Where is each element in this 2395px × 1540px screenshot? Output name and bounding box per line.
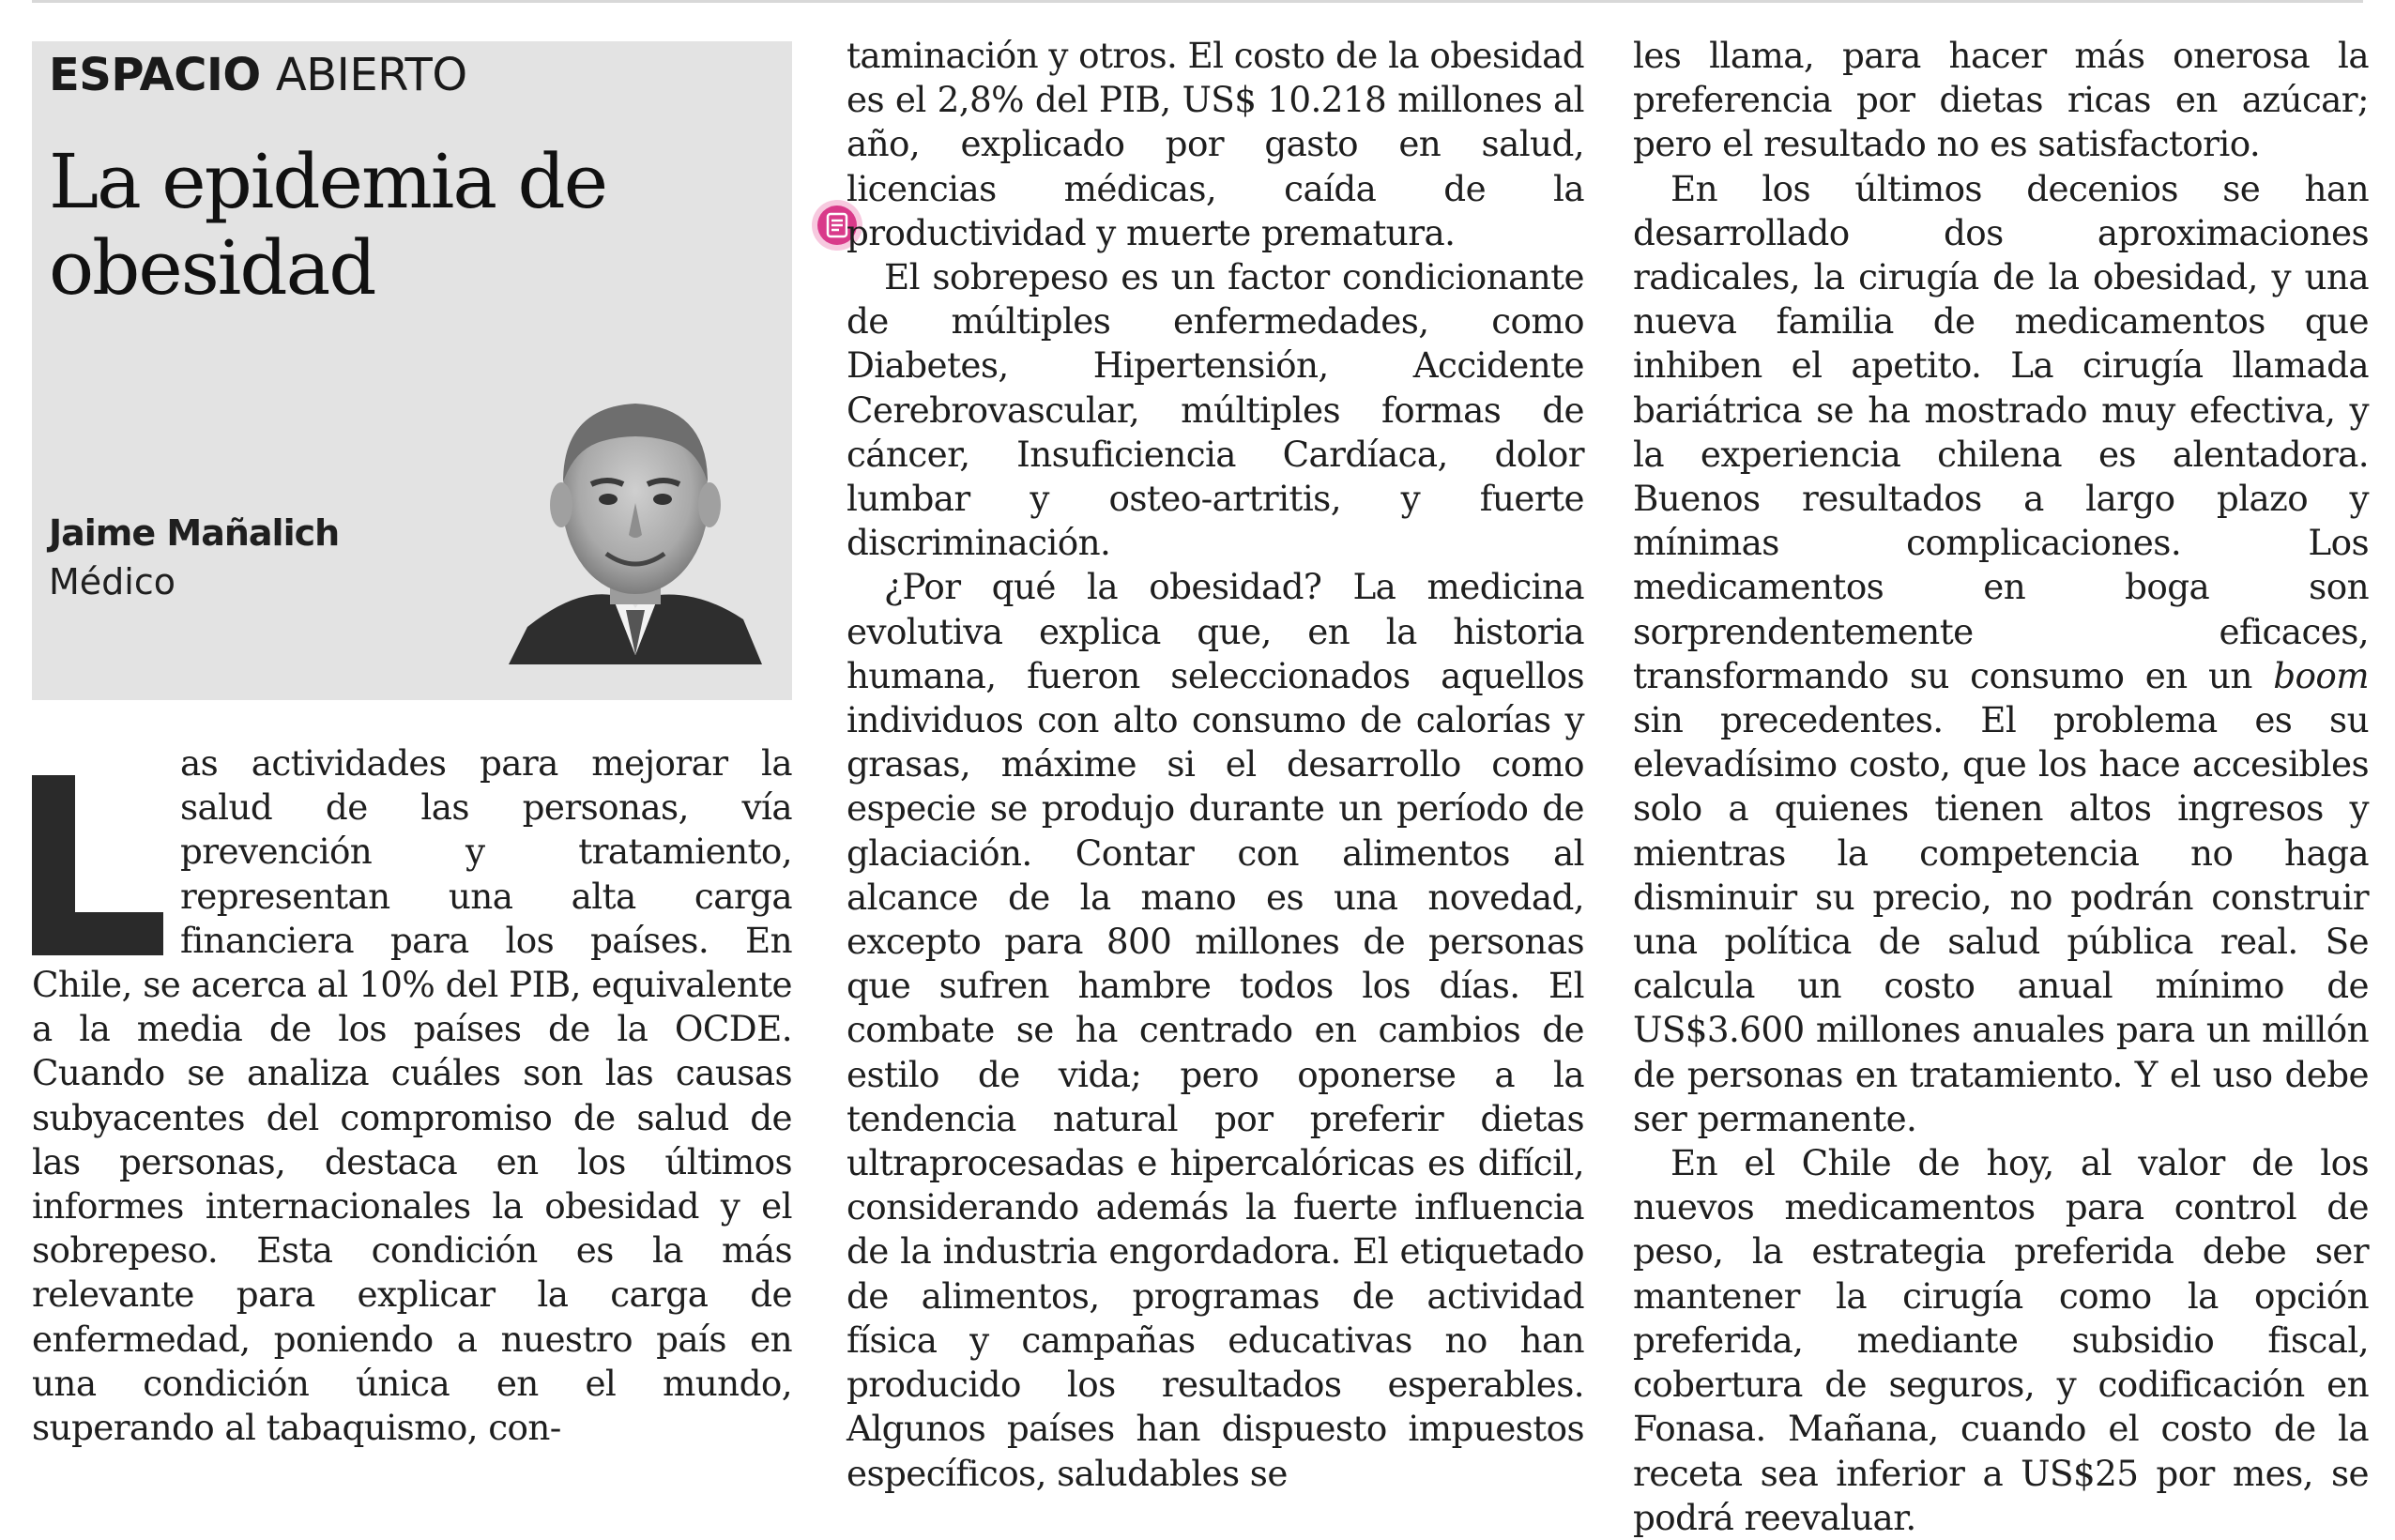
- headline-line2: obesidad: [49, 224, 375, 312]
- article-column-3: [1633, 34, 2369, 1540]
- article-paragraph: as actividades para mejorar la salud de las personas, vía prevención y tratamiento, representan una alta carga financiera para los países. En Chile, se acerca al 10% del PIB, equivalente a la media de los países de la OCDE. Cuando se analiza cuáles son las causas subyacentes del compromiso de salud de las personas, destaca en los últimos informes internacionales la obesidad y el sobrepeso. Esta condición es la más relevante para explicar la carga de enfermedad, poniendo a nuestro país en una condición única en el mundo, superando al tabaquismo, con-: [32, 742, 792, 1449]
- article-paragraph: taminación y otros. El costo de la obesidad es el 2,8% del PIB, US$ 10.218 millones al año, explicado por gasto en salud, licencias médicas, caída de la productividad y muerte prematura.: [847, 35, 1584, 253]
- section-kicker: [49, 49, 467, 101]
- headline-line1: La epidemia de: [49, 138, 607, 225]
- article-paragraph: En el Chile de hoy, al valor de los nuevos medicamentos para control de peso, la estrategia preferida debe ser mantener la cirugía como la opción preferida, mediante subsidio fiscal, cobertura de seguros, y codificación en Fonasa. Mañana, cuando el costo de la receta sea inferior a US$25 por mes, se podrá reevaluar.: [1633, 1142, 2369, 1538]
- article-paragraph: [1633, 167, 2369, 1141]
- article-column-2: [847, 34, 1584, 1496]
- author-portrait: [509, 374, 762, 664]
- emphasis-word: boom: [2273, 654, 2369, 696]
- author-role: Médico: [49, 561, 175, 602]
- top-rule: [32, 0, 2363, 3]
- paragraph-text: sin precedentes. El problema es su elevadísimo costo, que los hace accesibles solo a quienes tienen altos ingresos y mientras la competencia no haga disminuir su precio, no podrán construir una política de salud pública real. Se calcula un costo anual mínimo de US$3.600 millones anuales para un millón de personas en tratamiento. Y el uso debe ser permanente.: [1633, 699, 2369, 1139]
- kicker-light: ABIERTO: [275, 49, 467, 101]
- dropcap-letter: [32, 775, 163, 955]
- paragraph-text: En los últimos decenios se han desarrollado dos aproximaciones radicales, la cirugía de la obesidad, y una nueva familia de medicamentos que inhiben el apetito. La cirugía llamada bariátrica se ha mostrado muy efectiva, y la experiencia chilena es alentadora. Buenos resultados a largo plazo y mínimas complicaciones. Los medicamentos en boga son sorprendentemente eficaces, transformando su consumo en un: [1633, 167, 2369, 696]
- author-name: Jaime Mañalich: [49, 512, 340, 554]
- kicker-bold: ESPACIO: [49, 49, 261, 101]
- article-paragraph: El sobrepeso es un factor condicionante de múltiples enfermedades, como Diabetes, Hipertensión, Accidente Cerebrovascular, múltiples formas de cáncer, Insuficiencia Cardíaca, dolor lumbar y osteo-artritis, y fuerte discriminación.: [847, 256, 1584, 564]
- article-column-1: [32, 741, 792, 1450]
- headline: [49, 139, 725, 312]
- article-paragraph: ¿Por qué la obesidad? La medicina evolutiva explica que, en la historia humana, fueron seleccionados aquellos individuos con alto consumo de calorías y grasas, máxime si el desarrollo como especie se produjo durante un período de glaciación. Contar con alimentos al alcance de la mano es una novedad, excepto para 800 millones de personas que sufren hambre todos los días. El combate se ha centrado en cambios de estilo de vida; pero oponerse a la tendencia natural por preferir dietas ultraprocesadas e hipercalóricas es difícil, considerando además la fuerte influencia de la industria engordadora. El etiquetado de alimentos, programas de actividad física y campañas educativas no han producido los resultados esperables. Algunos países han dispuesto impuestos específicos, saludables se: [847, 566, 1584, 1494]
- article-paragraph: les llama, para hacer más onerosa la preferencia por dietas ricas en azúcar; pero el resultado no es satisfactorio.: [1633, 35, 2369, 165]
